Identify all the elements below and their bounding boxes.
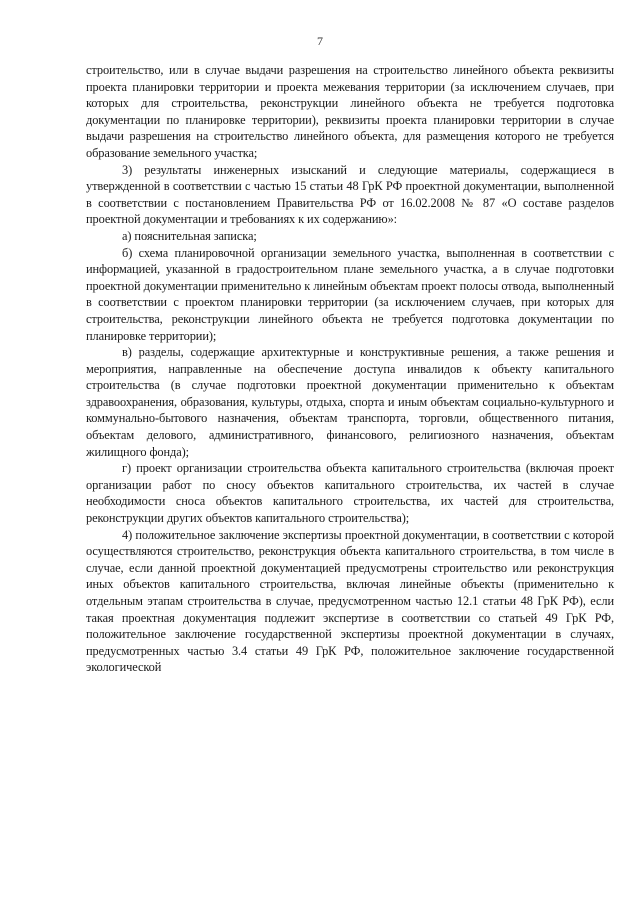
document-body bbox=[86, 62, 614, 676]
paragraph-item-b: б) схема планировочной организации земельного участка, выполненная в соответствии с информацией, указанной в градостроительном плане земельного участка, а в случае подготовки проектной документации применительно к линейным объектам проект полосы отвода, выполненный в соответствии с проектом планировки территории (за исключением случаев, при которых для строительства, реконструкции линейного объекта не требуется подготовка документации по планировке территории); bbox=[86, 245, 614, 343]
paragraph-continuation: строительство, или в случае выдачи разрешения на строительство линейного объекта реквизиты проекта планировки территории и проекта межевания территории (за исключением случаев, при которых для строительства, реконструкции линейного объекта не требуется подготовка документации по планировке территории), реквизиты проекта планировки территории в случае выдачи разрешения на строительство линейного объекта, для размещения которого не требуется образование земельного участка; bbox=[86, 63, 614, 160]
paragraph-item-a: а) пояснительная записка; bbox=[122, 228, 257, 243]
page-number: 7 bbox=[317, 34, 323, 48]
paragraph-item-3: 3) результаты инженерных изысканий и следующие материалы, содержащиеся в утвержденной в соответствии с частью 15 статьи 48 ГрК РФ проектной документации, выполненной в соответствии с постановлением Правительства РФ от 16.02.2008 № 87 «О составе разделов проектной документации и требованиях к их содержанию»: bbox=[86, 162, 614, 227]
paragraph-item-4: 4) положительное заключение экспертизы проектной документации, в соответствии с которой осуществляются строительство, реконструкция объекта капитального строительства, в том числе в случае, если данной проектной документацией предусмотрены строительство или реконструкция иных объектов капитального строительства, включая линейные объекты (применительно к отдельным этапам строительства в случае, предусмотренном частью 12.1 статьи 48 ГрК РФ), если такая проектная документация подлежит экспертизе в соответствии со статьей 49 ГрК РФ, положительное заключение государственной экспертизы проектной документации в случаях, предусмотренных частью 3.4 статьи 49 ГрК РФ, положительное заключение государственной экологической bbox=[86, 527, 614, 675]
paragraph-item-v: в) разделы, содержащие архитектурные и конструктивные решения, а также решения и мероприятия, направленные на обеспечение доступа инвалидов к объекту капитального строительства (в случае подготовки проектной документации применительно к объектам здравоохранения, образования, культуры, отдыха, спорта и иным объектам социально-культурного и коммунально-бытового назначения, объектам транспорта, торговли, общественного питания, объектам делового, административного, финансового, религиозного назначения, объектам жилищного фонда); bbox=[86, 345, 614, 459]
paragraph-item-g: г) проект организации строительства объекта капитального строительства (включая проект организации работ по сносу объектов капитального строительства, их частей в случае необходимости сноса объектов капитального строительства, их частей для строительства, реконструкции других объектов капитального строительства); bbox=[86, 461, 614, 526]
